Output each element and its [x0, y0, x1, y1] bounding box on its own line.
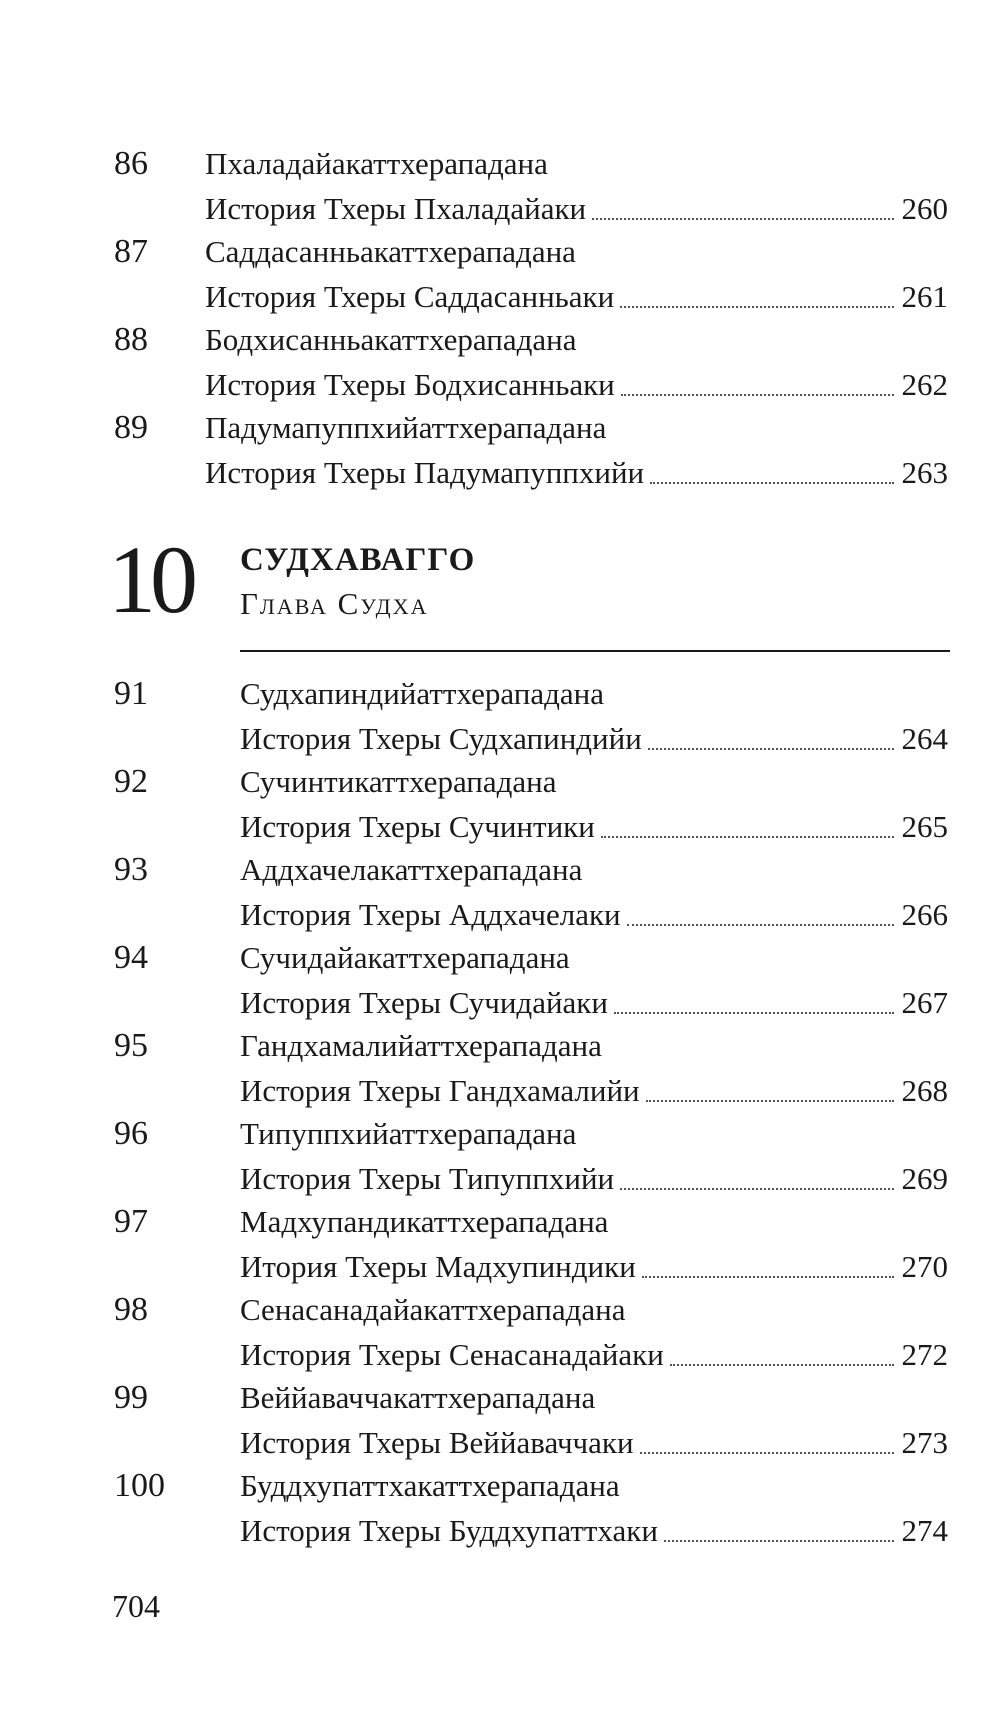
entry-story-line: [240, 1421, 948, 1465]
entry-story-title: История Тхеры Сенасанадайаки: [240, 1337, 664, 1372]
chapter-subtitle: Глава Судха: [240, 586, 429, 621]
entry-pali-title: Аддхачелакаттхерападана: [240, 852, 583, 887]
dot-leader: [592, 217, 893, 220]
entry-page-number: 266: [901, 897, 948, 932]
entry-story-title: История Тхеры Пхаладайаки: [205, 191, 587, 226]
entry-story-line: [205, 275, 948, 319]
entry-story-line: [240, 1333, 948, 1377]
entry-pali-title: Гандхамалийаттхерападана: [240, 1028, 602, 1063]
dot-leader: [670, 1363, 894, 1366]
entry-story-line: [240, 1157, 948, 1201]
entry-pali-title: Пхаладайакаттхерападана: [205, 146, 548, 181]
dot-leader: [664, 1539, 894, 1542]
dot-leader: [646, 1099, 894, 1102]
chapter-title: СУДХАВАГГО: [240, 542, 476, 578]
entry-page-number: 265: [901, 809, 948, 844]
entry-number: 99: [114, 1379, 148, 1416]
entry-story-line: [240, 1509, 948, 1553]
entry-page-number: 263: [901, 455, 948, 490]
entry-page-number: 262: [901, 367, 948, 402]
entry-pali-title: Судхапиндийаттхерападана: [240, 676, 605, 711]
entry-story-title: История Тхеры Судхапиндийи: [240, 721, 642, 756]
entry-pali-title: Буддхупаттхакаттхерападана: [240, 1468, 620, 1503]
entry-pali-title: Бодхисанньакаттхерападана: [205, 322, 577, 357]
entry-page-number: 267: [901, 985, 948, 1020]
entry-pali-title: Саддасанньакаттхерападана: [205, 234, 576, 269]
dot-leader: [650, 481, 893, 484]
dot-leader: [614, 1011, 894, 1014]
entry-story-line: [205, 451, 948, 495]
entry-number: 98: [114, 1291, 148, 1328]
entry-number: 92: [114, 763, 148, 800]
entry-pali-title: Падумапуппхийаттхерападана: [205, 410, 607, 445]
entry-story-line: [240, 893, 948, 937]
entry-story-title: История Тхеры Типуппхийи: [240, 1161, 615, 1196]
chapter-heading: [0, 526, 1000, 660]
entry-pali-title: Веййаваччакаттхерападана: [240, 1380, 596, 1415]
chapter-number: 10: [108, 526, 192, 633]
entry-number: 94: [114, 939, 148, 976]
entry-story-title: История Тхеры Бодхисанньаки: [205, 367, 615, 402]
entry-page-number: 269: [901, 1161, 948, 1196]
entry-story-line: [240, 717, 948, 761]
entry-story-title: История Тхеры Сучинтики: [240, 809, 595, 844]
entry-page-number: 268: [901, 1073, 948, 1108]
entry-pali-title: Сучинтикаттхерападана: [240, 764, 557, 799]
entry-number: 91: [114, 675, 148, 712]
entry-number: 88: [114, 321, 148, 358]
entry-page-number: 270: [901, 1249, 948, 1284]
entry-pali-title: Сучидайакаттхерападана: [240, 940, 570, 975]
dot-leader: [640, 1451, 894, 1454]
entry-story-title: История Тхеры Буддхупаттхаки: [240, 1513, 658, 1548]
entry-number: 87: [114, 233, 148, 270]
entry-number: 97: [114, 1203, 148, 1240]
entry-pali-title: Мадхупандикаттхерападана: [240, 1204, 609, 1239]
entry-story-line: [240, 981, 948, 1025]
entry-story-title: История Тхеры Веййаваччаки: [240, 1425, 634, 1460]
dot-leader: [621, 393, 894, 396]
entry-story-line: [205, 363, 948, 407]
entry-pali-title: Сенасанадайакаттхерападана: [240, 1292, 626, 1327]
dot-leader: [620, 305, 893, 308]
chapter-divider: [240, 650, 950, 652]
entry-number: 95: [114, 1027, 148, 1064]
dot-leader: [601, 835, 894, 838]
entry-page-number: 261: [901, 279, 948, 314]
dot-leader: [627, 923, 894, 926]
entry-pali-title: Типуппхийаттхерападана: [240, 1116, 577, 1151]
entry-number: 86: [114, 145, 148, 182]
entry-story-title: История Тхеры Падумапуппхийи: [205, 455, 645, 490]
dot-leader: [620, 1187, 893, 1190]
entry-story-line: [240, 1245, 948, 1289]
entry-number: 100: [114, 1467, 165, 1504]
entry-story-title: Итория Тхеры Мадхупиндики: [240, 1249, 636, 1284]
entry-page-number: 264: [901, 721, 948, 756]
entry-story-line: [205, 187, 948, 231]
entry-page-number: 272: [901, 1337, 948, 1372]
entry-number: 89: [114, 409, 148, 446]
entry-story-line: [240, 1069, 948, 1113]
entry-story-line: [240, 805, 948, 849]
entry-number: 93: [114, 851, 148, 888]
dot-leader: [642, 1275, 894, 1278]
entry-number: 96: [114, 1115, 148, 1152]
entry-page-number: 260: [901, 191, 948, 226]
page-number: 704: [112, 1588, 160, 1624]
entry-story-title: История Тхеры Сучидайаки: [240, 985, 608, 1020]
dot-leader: [648, 747, 894, 750]
entry-story-title: История Тхеры Аддхачелаки: [240, 897, 621, 932]
entry-story-title: История Тхеры Гандхамалийи: [240, 1073, 640, 1108]
entry-page-number: 274: [901, 1513, 948, 1548]
entry-page-number: 273: [901, 1425, 948, 1460]
entry-story-title: История Тхеры Саддасанньаки: [205, 279, 615, 314]
